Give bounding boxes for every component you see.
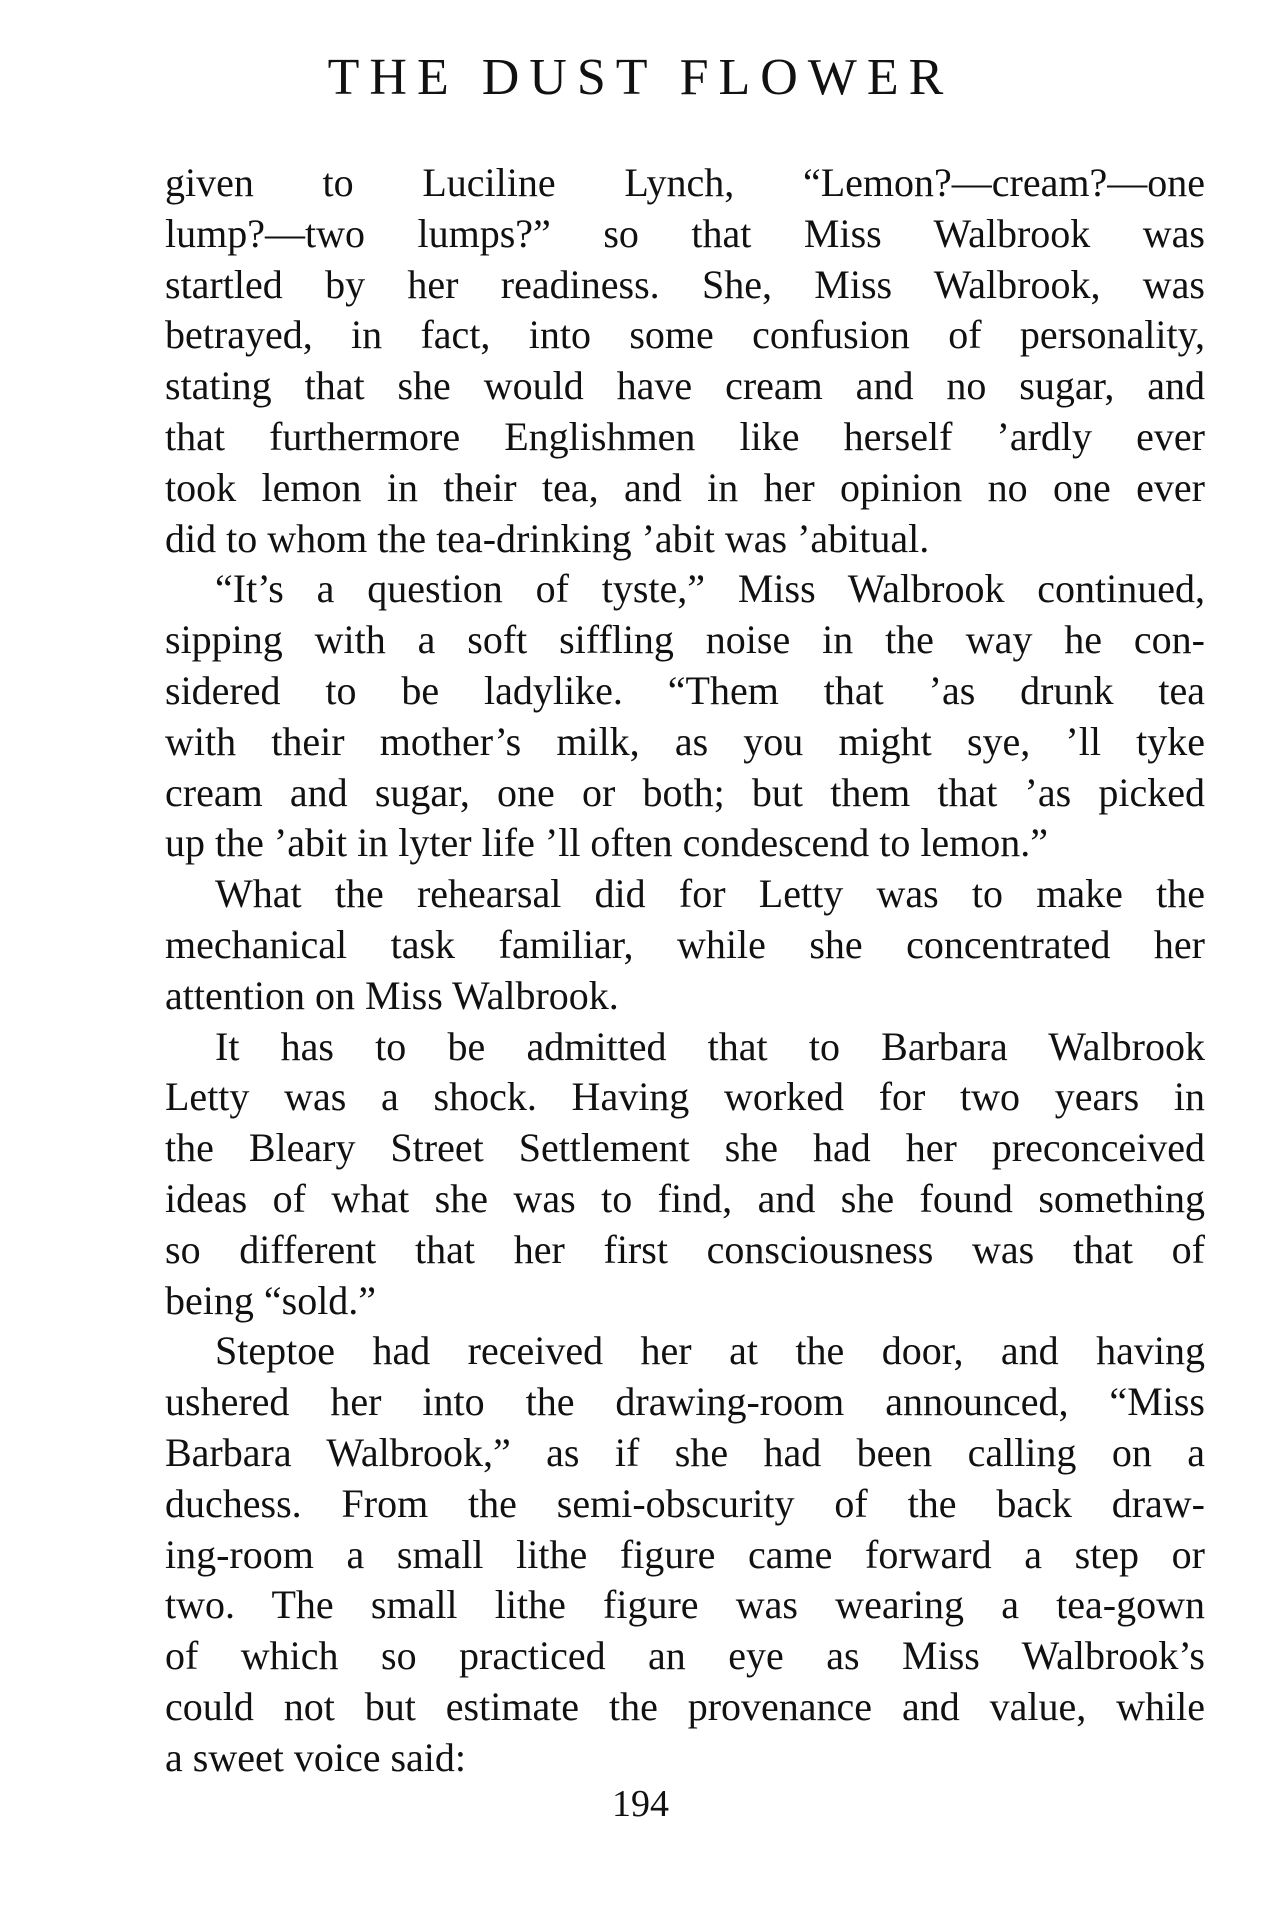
- text-line: two. The small lithe figure was wearing a tea-gown: [165, 1582, 1205, 1628]
- text-line: sipping with a soft siffling noise in the way he con-: [165, 617, 1205, 663]
- text-line: could not but estimate the provenance and value, while: [165, 1683, 1205, 1729]
- text-line: Steptoe had received her at the door, and having: [215, 1328, 1205, 1374]
- text-line: of which so practiced an eye as Miss Walbrook’s: [165, 1633, 1205, 1679]
- text-line: mechanical task familiar, while she concentrated her: [165, 921, 1205, 967]
- text-line: so different that her first consciousness was that of: [165, 1226, 1205, 1272]
- page-number: 194: [612, 1783, 669, 1825]
- text-line: Letty was a shock. Having worked for two years in: [165, 1074, 1205, 1120]
- text-line: given to Luciline Lynch, “Lemon?—cream?—one: [165, 160, 1205, 205]
- text-line: stating that she would have cream and no sugar, and: [165, 363, 1205, 409]
- text-line: that furthermore Englishmen like herself ’ardly ever: [165, 413, 1205, 459]
- text-line: startled by her readiness. She, Miss Walbrook, was: [165, 261, 1205, 307]
- text-line: took lemon in their tea, and in her opinion no one ever: [165, 464, 1205, 510]
- text-line: What the rehearsal did for Letty was to make the: [215, 871, 1205, 917]
- text-line: Barbara Walbrook,” as if she had been calling on a: [165, 1429, 1205, 1475]
- text-line: ing-room a small lithe figure came forward a step or: [165, 1531, 1205, 1577]
- text-line: It has to be admitted that to Barbara Walbrook: [215, 1023, 1205, 1069]
- text-line: duchess. From the semi-obscurity of the back draw-: [165, 1480, 1205, 1526]
- text-line: “It’s a question of tyste,” Miss Walbrook continued,: [215, 566, 1205, 612]
- body-text: [165, 158, 1205, 1784]
- text-line: sidered to be ladylike. “Them that ’as drunk tea: [165, 667, 1205, 713]
- text-line: with their mother’s milk, as you might sye, ’ll tyke: [165, 718, 1205, 764]
- text-line: ushered her into the drawing-room announced, “Miss: [165, 1379, 1205, 1425]
- text-line: betrayed, in fact, into some confusion of personality,: [165, 312, 1205, 358]
- text-line: ideas of what she was to find, and she found something: [165, 1175, 1205, 1221]
- text-line: attention on Miss Walbrook.: [165, 972, 619, 1018]
- text-line: did to whom the tea-drinking ’abit was ’abitual.: [165, 515, 930, 561]
- text-line: up the ’abit in lyter life ’ll often condescend to lemon.”: [165, 820, 1049, 866]
- text-line: cream and sugar, one or both; but them that ’as picked: [165, 769, 1205, 815]
- text-line: being “sold.”: [165, 1277, 377, 1323]
- text-line: lump?—two lumps?” so that Miss Walbrook was: [165, 210, 1205, 256]
- text-line: the Bleary Street Settlement she had her preconceived: [165, 1125, 1205, 1171]
- running-head: THE DUST FLOWER: [327, 49, 954, 106]
- text-line: a sweet voice said:: [165, 1734, 466, 1780]
